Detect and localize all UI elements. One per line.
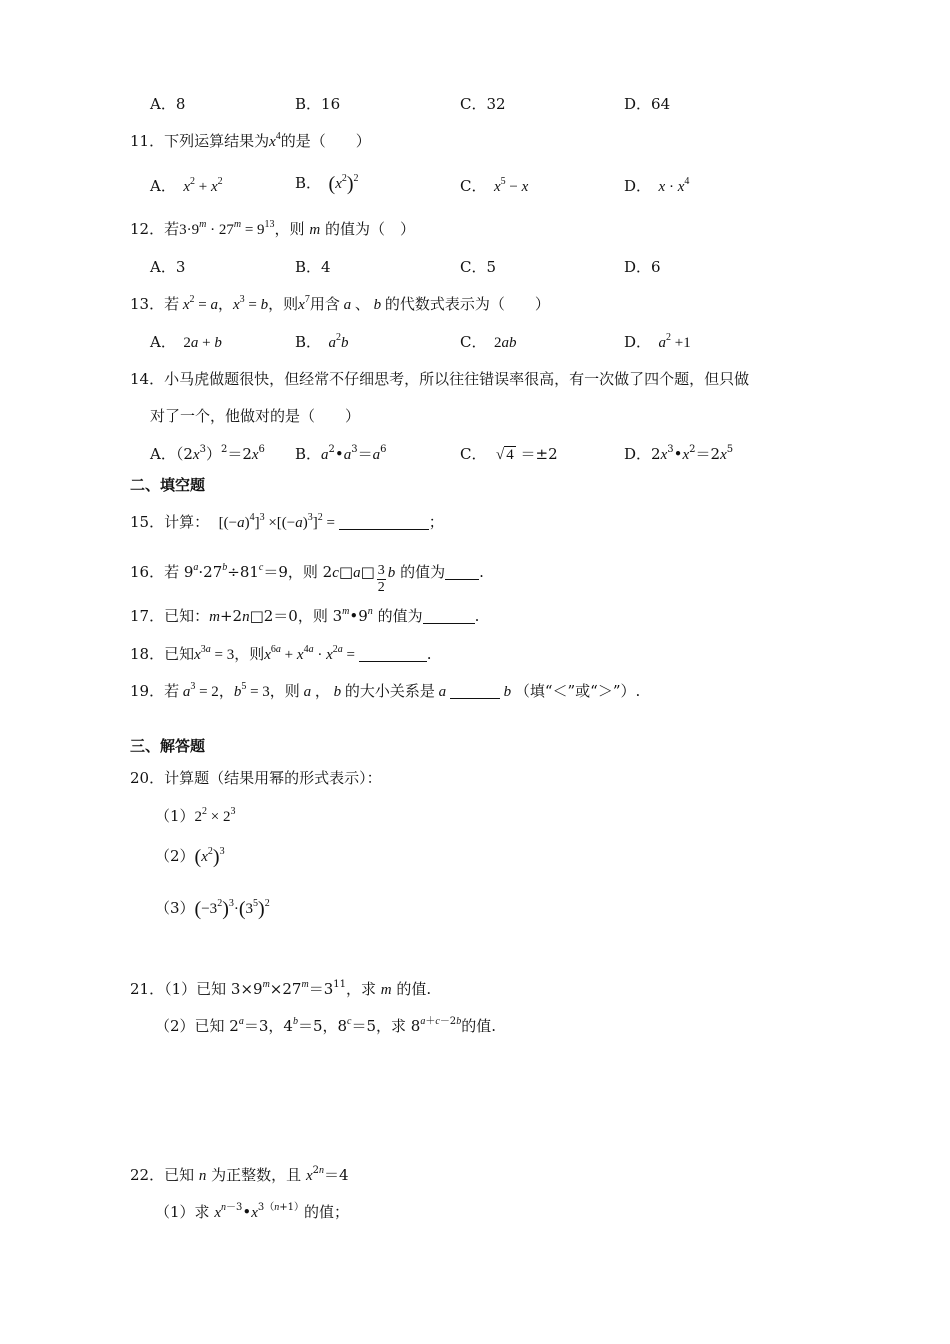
q20-part3: $(3)(-3^2)^3\cdot(3^5)^2$ (155, 898, 270, 920)
q12-option-d: D．6 (624, 258, 661, 276)
q19-answer-blank[interactable] (450, 682, 500, 699)
q13-stem: 13．若 $x^2 = a$，$x^3 = b$，则$x^7$用含 a 、 b 的代数式表示为（ ） (130, 294, 550, 313)
q14-option-a: A．$(2x^3)^2=2x^6$ (150, 444, 265, 463)
q21-part1: 21．（1）已知 $3\times 9^m\times 27^m=3^{11}$，求 m 的值. (130, 979, 432, 998)
q21-part2: （2）已知 $2^a=3$，$4^b=5$，$8^c=5$，求 $8^{a+c-2b}$的值. (155, 1016, 496, 1035)
q11-option-a: A． $x^2 + x^2$ (150, 176, 223, 195)
q17-answer-blank[interactable] (423, 607, 475, 624)
q14-stem-line2: 对了一个，他做对的是（ ） (150, 407, 361, 425)
q20-part1: $(1)2^2 \times 2^3$ (155, 806, 236, 825)
q12-stem: 12．若$3\cdot 9^m \cdot 27^m = 9^{13}$，则 m 的值为（ ） (130, 219, 415, 238)
q12-option-a: A．3 (150, 258, 186, 276)
q10-option-b: B．16 (295, 95, 341, 113)
q13-option-b: B． $a^2b$ (295, 332, 349, 351)
q22-stem: 22．已知 n 为正整数，且 $x^{2n}=4$ (130, 1165, 349, 1184)
q10-option-c: C．32 (460, 95, 506, 113)
q15-answer-blank[interactable] (339, 513, 429, 530)
q17-stem: 17．已知：m+2n□2＝0，则 3$^m$•9$^n$ 的值为 . (130, 606, 480, 625)
q12-option-c: C．5 (460, 258, 497, 276)
q11-stem: 11．下列运算结果为$x^4$的是（ ） (130, 131, 371, 150)
q10-option-d: D．64 (624, 95, 671, 113)
q16-stem: 16．若 $9^a\cdot 27^b\div 81^c=9$，则 2c□a□ $\frac{3}{2}$ b 的值为 . (130, 562, 484, 595)
q12-option-b: B．4 (295, 258, 331, 276)
q11-option-b: B． $(x^2)^2$ (295, 173, 359, 195)
q20-stem: 20．计算题（结果用幂的形式表示）： (130, 769, 382, 787)
q22-part1: （1）求 $x^{n-3}•x^{3(n+1)}$的值； (155, 1202, 350, 1221)
section-solve-heading: 三、解答题 (130, 737, 206, 755)
section-fill-heading: 二、填空题 (130, 476, 206, 494)
q13-option-d: D． $a^2 +1$ (624, 332, 691, 351)
q13-option-a: A． 2a + b (150, 333, 222, 351)
q14-option-c: C． √ 4 ＝±2 (460, 445, 558, 463)
q10-option-a: A．8 (150, 95, 186, 113)
q14-option-d: D．$2x^3•x^2=2x^5$ (624, 444, 734, 463)
q15-stem: 15．计算： $[(-a)^4]^3 \times[(-a)^3]^2$ = ； (130, 512, 444, 531)
q11-option-c: C． $x^5 - x$ (460, 176, 529, 195)
q11-option-d: D． $x \cdot x^4$ (624, 176, 690, 195)
q18-answer-blank[interactable] (359, 645, 427, 662)
q18-stem: 18．已知$x^{3a} = 3$，则$x^{6a} + x^{4a} \cdot x^{2a}$ = . (130, 644, 432, 663)
q14-option-b: B．$a^2•a^3=a^6$ (295, 444, 387, 463)
q19-stem: 19．若 $a^3 = 2$，$b^5 = 3$，则 a ， b 的大小关系是 a b （填“＜”或“＞”）. (130, 681, 641, 700)
q20-part2: $(2)(x^2)^3$ (155, 846, 225, 868)
q13-option-c: C． 2ab (460, 333, 517, 351)
q16-answer-blank[interactable] (445, 563, 479, 580)
q14-stem-line1: 14．小马虎做题很快，但经常不仔细思考，所以往往错误率很高，有一次做了四个题，但只做 (130, 370, 750, 388)
